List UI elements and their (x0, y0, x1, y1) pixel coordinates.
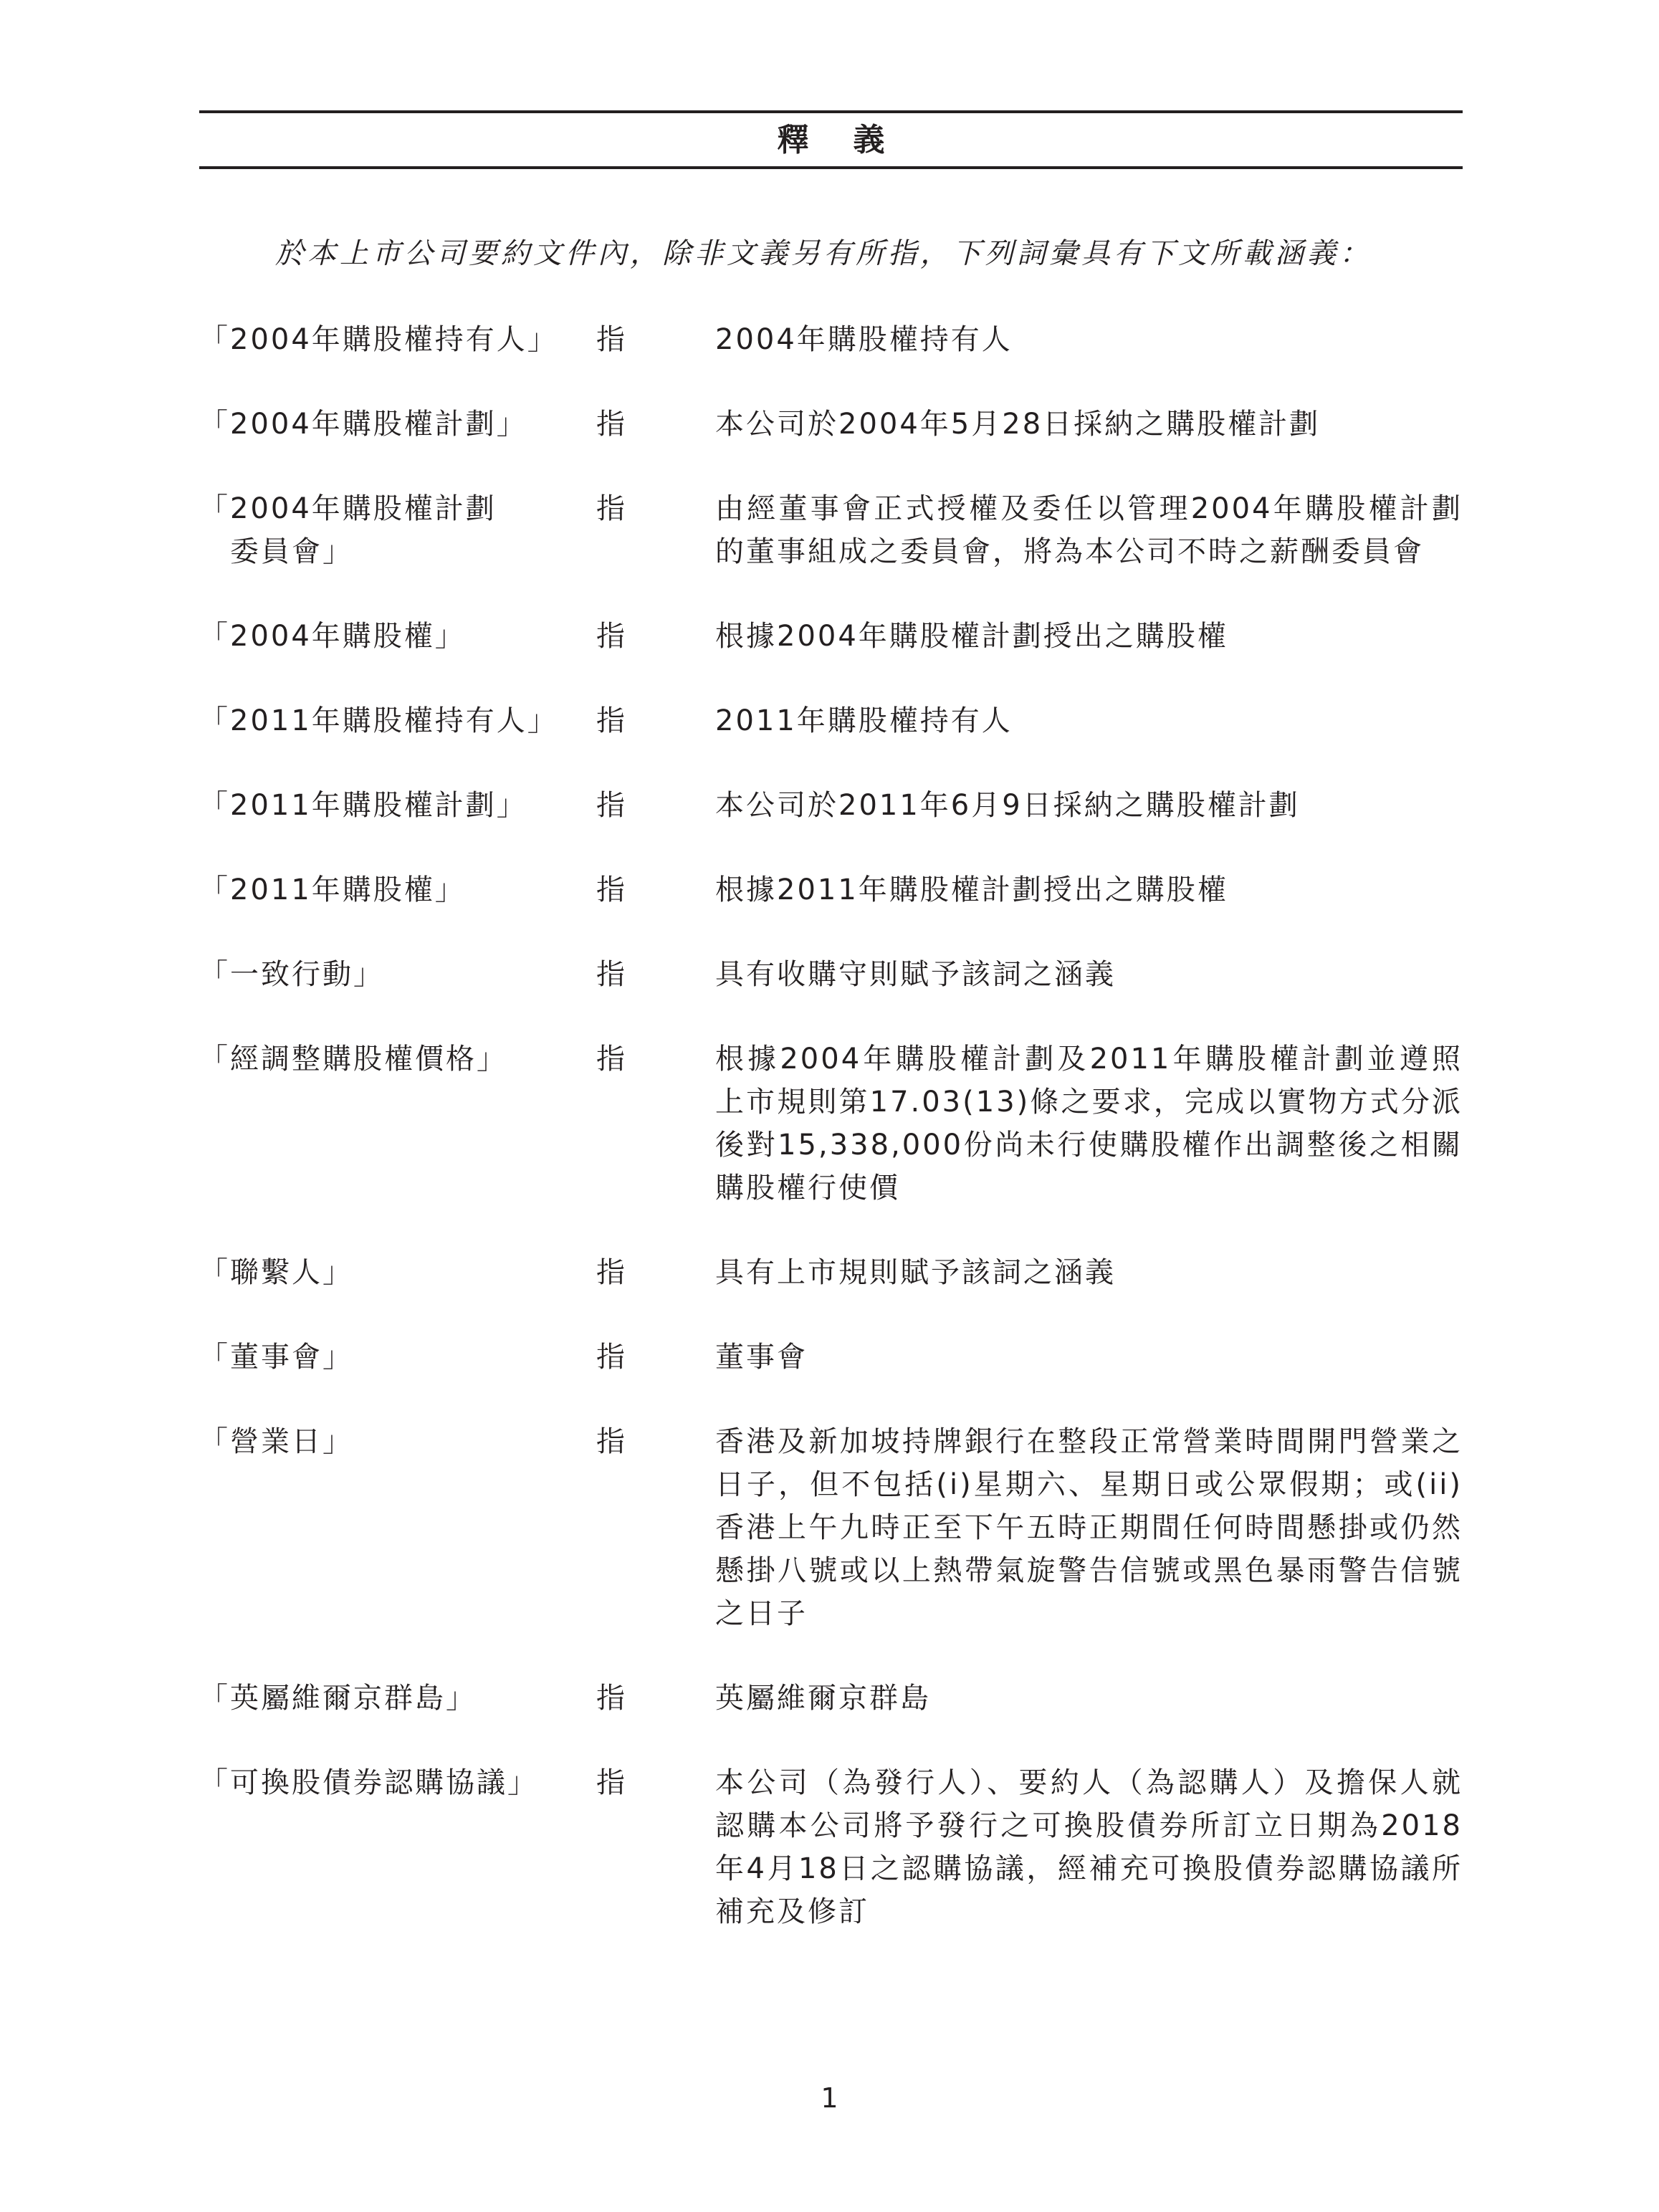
definition-means: 指 (596, 873, 627, 906)
definition-row (199, 1761, 1463, 1933)
definition-term: 「2004年購股權計劃 委員會」 (199, 492, 497, 568)
definition-row (199, 403, 1463, 446)
definition-meaning: 本公司（為發行人）、要約人（為認購人）及擔保人就認購本公司將予發行之可換股債券所訂立日期為2018年4月18日之認購協議，經補充可換股債券認購協議所補充及修訂 (715, 1766, 1463, 1928)
intro-paragraph: 於本上市公司要約文件內，除非文義另有所指，下列詞彙具有下文所載涵義： (275, 237, 1372, 270)
definition-means: 指 (596, 704, 627, 737)
definition-meaning: 根據2004年購股權計劃及2011年購股權計劃並遵照上市規則第17.03(13)條之要求，完成以實物方式分派後對15,338,000份尚未行使購股權作出調整後之相關購股權行使價 (715, 1043, 1463, 1205)
definition-means: 指 (596, 958, 627, 991)
page-title: 釋義 (777, 122, 929, 158)
definition-meaning: 2011年購股權持有人 (715, 704, 1013, 737)
definitions-list (199, 318, 1463, 1933)
definition-means: 指 (596, 1256, 627, 1289)
definition-meaning: 具有收購守則賦予該詞之涵義 (715, 958, 1116, 991)
definition-row (199, 318, 1463, 361)
definition-meaning: 由經董事會正式授權及委任以管理2004年購股權計劃的董事組成之委員會，將為本公司不時之薪酬委員會 (715, 492, 1463, 568)
definition-term: 「2004年購股權」 (199, 620, 466, 653)
title-bottom-rule (199, 166, 1463, 169)
definition-row (199, 953, 1463, 996)
definition-row (199, 1336, 1463, 1379)
definition-term: 「可換股債券認購協議」 (199, 1766, 538, 1799)
title-top-rule (199, 110, 1463, 113)
definition-meaning: 英屬維爾京群島 (715, 1682, 931, 1715)
definition-term: 「英屬維爾京群島」 (199, 1682, 477, 1715)
definition-row (199, 615, 1463, 658)
definition-meaning: 根據2011年購股權計劃授出之購股權 (715, 873, 1228, 906)
definition-row (199, 487, 1463, 573)
definition-term: 「經調整購股權價格」 (199, 1043, 507, 1076)
definition-term: 「2011年購股權持有人」 (199, 704, 558, 737)
definition-meaning: 本公司於2004年5月28日採納之購股權計劃 (715, 408, 1321, 441)
definition-row (199, 1251, 1463, 1294)
definition-meaning: 香港及新加坡持牌銀行在整段正常營業時間開門營業之日子，但不包括(i)星期六、星期日或公眾假期；或(ii)香港上午九時正至下午五時正期間任何時間懸掛或仍然懸掛八號或以上熱帶氣旋警告信號或黑色暴雨警告信號之日子 (715, 1425, 1463, 1630)
definition-meaning: 2004年購股權持有人 (715, 323, 1013, 356)
definition-term: 「2004年購股權計劃」 (199, 408, 527, 441)
definition-means: 指 (596, 1766, 627, 1799)
definition-meaning: 本公司於2011年6月9日採納之購股權計劃 (715, 789, 1300, 822)
definition-means: 指 (596, 620, 627, 653)
definition-row (199, 868, 1463, 911)
definition-meaning: 董事會 (715, 1341, 808, 1374)
definition-means: 指 (596, 1043, 627, 1076)
definition-term: 「2011年購股權」 (199, 873, 466, 906)
definition-means: 指 (596, 789, 627, 822)
definition-term: 「2004年購股權持有人」 (199, 323, 558, 356)
definition-row (199, 1420, 1463, 1635)
definition-term: 「董事會」 (199, 1341, 353, 1374)
definition-means: 指 (596, 1682, 627, 1715)
definition-means: 指 (596, 1341, 627, 1374)
page-number: 1 (821, 2082, 838, 2114)
definition-means: 指 (596, 323, 627, 356)
definition-row (199, 1038, 1463, 1210)
definition-term: 「聯繫人」 (199, 1256, 353, 1289)
definition-term: 「一致行動」 (199, 958, 384, 991)
definition-row (199, 784, 1463, 827)
definition-meaning: 具有上市規則賦予該詞之涵義 (715, 1256, 1116, 1289)
definition-row (199, 699, 1463, 742)
definition-meaning: 根據2004年購股權計劃授出之購股權 (715, 620, 1228, 653)
definition-term: 「2011年購股權計劃」 (199, 789, 527, 822)
definition-row (199, 1677, 1463, 1720)
definition-term: 「營業日」 (199, 1425, 353, 1458)
definition-means: 指 (596, 492, 627, 525)
definition-means: 指 (596, 408, 627, 441)
definition-means: 指 (596, 1425, 627, 1458)
